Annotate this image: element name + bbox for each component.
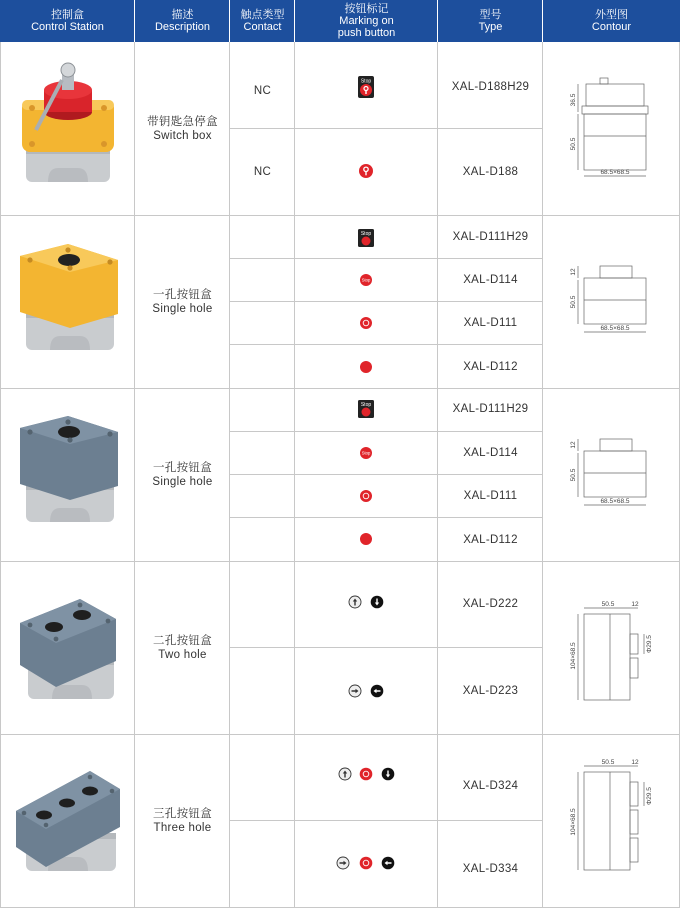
dim-height-body: 50.5 [570,295,577,309]
two-hole-box-image [14,593,122,705]
header-cn: 按钮标记 [344,3,389,15]
type-value: XAL-D222 [462,598,519,610]
type-value: XAL-D112 [463,361,518,373]
row-divider [229,258,543,259]
header-type [438,0,543,42]
row-divider [229,647,543,648]
row-divider [229,128,543,129]
header-divider [542,0,543,42]
dim-diameter: Φ29.5 [646,787,653,805]
header-en: Contour [591,21,632,33]
header-en: Control Station [31,21,104,33]
desc-en: Switch box [153,130,212,142]
dim-width: 68.5×68.5 [600,325,630,332]
contact-value: NC [253,166,272,178]
stop-label-icon [358,400,374,418]
stop-key-icon [358,76,374,98]
desc-en: Two hole [158,649,207,661]
dim-height-top: 36.5 [570,93,577,107]
gray-single-hole-box-image [14,410,122,530]
type-value: XAL-D188H29 [451,81,530,93]
header-cn: 控制盒 [51,9,84,21]
dim-height: 104×68.5 [570,808,577,836]
header-contour [543,0,680,42]
dim-height-body: 50.5 [570,468,577,482]
header-cn: 描述 [171,9,194,21]
group-divider [0,907,680,908]
key-stop-box-image [14,60,122,188]
header-marking [295,0,438,42]
desc-cn: 一孔按钮盒 [153,462,212,474]
stop-text: Stop [361,277,371,283]
type-value: XAL-D334 [462,863,519,875]
dim-diameter: Φ29.5 [646,635,653,653]
dim-height: 104×68.5 [570,642,577,670]
grid-line [0,42,1,908]
header-divider [134,0,135,42]
header-cn: 型号 [479,9,502,21]
three-hole-box-image [12,765,124,877]
contour-drawing [566,435,656,513]
type-value: XAL-D223 [462,685,519,697]
type-value: XAL-D111H29 [452,231,529,243]
stop-text: Stop [361,450,371,456]
type-value: XAL-D111 [463,317,518,329]
arrow-up-down-icons [348,595,384,609]
group-divider [0,215,680,216]
group-divider [0,561,680,562]
group-divider [0,734,680,735]
header-en: Marking on [339,15,394,27]
header-divider [294,0,295,42]
header-en: push button [337,27,396,39]
arrow-up-stop-down-icons [338,767,396,781]
row-divider [229,431,543,432]
type-value: XAL-D111 [463,490,518,502]
desc-cn: 三孔按钮盒 [153,808,212,820]
red-ring-icon [360,490,372,502]
row-divider [229,820,543,821]
header-en: Type [478,21,503,33]
red-ring-icon [360,317,372,329]
stop-text: Stop [360,402,372,408]
desc-cn: 一孔按钮盒 [153,289,212,301]
row-divider [229,301,543,302]
dim-depth: 12 [631,601,639,608]
contact-value: NC [253,85,272,97]
header-description [135,0,230,42]
yellow-single-hole-box-image [14,238,122,358]
stop-red-icon [360,447,372,459]
type-value: XAL-D324 [462,780,519,792]
dim-height-top: 12 [570,268,577,276]
header-divider [437,0,438,42]
dim-width: 50.5 [601,759,615,766]
header-en: Contact [243,21,282,33]
key-icon [359,164,373,178]
desc-cn: 带钥匙急停盒 [147,116,218,128]
type-value: XAL-D111H29 [452,403,529,415]
stop-red-icon [360,274,372,286]
contour-drawing [566,756,666,874]
header-en: Description [154,21,211,33]
dim-width: 68.5×68.5 [600,498,630,505]
header-divider [229,0,230,42]
dim-height-top: 12 [570,441,577,449]
group-divider [0,388,680,389]
contour-drawing [566,262,656,340]
desc-en: Single hole [152,476,213,488]
row-divider [229,517,543,518]
type-value: XAL-D112 [463,534,518,546]
desc-en: Three hole [153,822,212,834]
dim-width: 68.5×68.5 [600,169,630,176]
desc-cn: 二孔按钮盒 [153,635,212,647]
desc-en: Single hole [152,303,213,315]
dim-height-body: 50.5 [570,137,577,151]
red-dot-icon [360,361,372,373]
type-value: XAL-D188 [462,166,519,178]
type-value: XAL-D114 [463,274,518,286]
row-divider [229,474,543,475]
row-divider [229,344,543,345]
type-value: XAL-D114 [463,447,518,459]
red-dot-icon [360,533,372,545]
header-cn: 触点类型 [240,9,285,21]
arrow-right-stop-left-icons [336,856,396,870]
dim-width: 50.5 [601,601,615,608]
stop-text: Stop [360,231,372,237]
stop-label-icon [358,229,374,247]
contour-drawing [566,598,666,704]
contour-drawing [566,74,656,184]
header-cn: 外型图 [595,9,628,21]
arrow-right-left-icons [348,684,384,698]
header-contact [230,0,295,42]
stop-text: Stop [360,78,372,85]
dim-depth: 12 [631,759,639,766]
header-control-station [0,0,135,42]
